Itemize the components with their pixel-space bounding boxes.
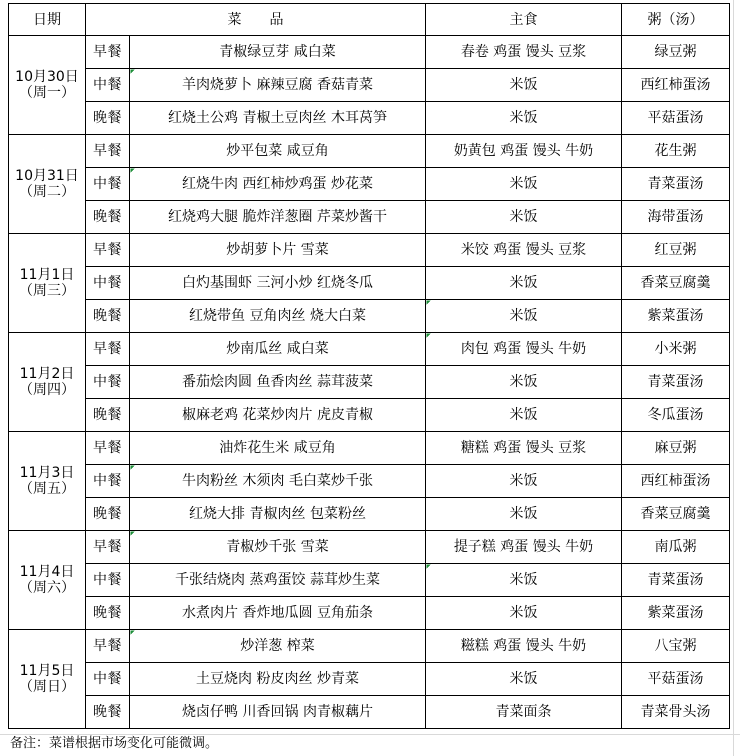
date-label: 11月3日 [19, 465, 75, 481]
menu-row [9, 102, 730, 135]
meal-cell[interactable]: 中餐 [86, 267, 130, 300]
meal-cell[interactable]: 早餐 [86, 630, 130, 663]
staple-cell[interactable]: 米饭 [426, 366, 622, 399]
meal-cell[interactable]: 晚餐 [86, 498, 130, 531]
meal-cell[interactable]: 早餐 [86, 234, 130, 267]
date-cell[interactable] [9, 36, 86, 135]
menu-row [9, 465, 730, 498]
soup-cell[interactable]: 冬瓜蛋汤 [622, 399, 730, 432]
header-soup[interactable]: 粥（汤） [622, 4, 730, 36]
meal-cell[interactable]: 中餐 [86, 69, 130, 102]
dishes-cell[interactable]: 炒平包菜 咸豆角 [130, 135, 426, 168]
meal-cell[interactable]: 早餐 [86, 333, 130, 366]
dishes-cell[interactable]: 牛肉粉丝 木须肉 毛白菜炒千张 [130, 465, 426, 498]
soup-cell[interactable]: 麻豆粥 [622, 432, 730, 465]
date-cell[interactable] [9, 630, 86, 729]
menu-row [9, 498, 730, 531]
meal-cell[interactable]: 晚餐 [86, 597, 130, 630]
dishes-cell[interactable]: 水煮肉片 香炸地瓜圆 豆角茄条 [130, 597, 426, 630]
staple-cell[interactable]: 春卷 鸡蛋 馒头 豆浆 [426, 36, 622, 69]
soup-cell[interactable]: 八宝粥 [622, 630, 730, 663]
dishes-cell[interactable]: 炒胡萝卜片 雪菜 [130, 234, 426, 267]
menu-row [9, 168, 730, 201]
soup-cell[interactable]: 西红柿蛋汤 [622, 465, 730, 498]
dishes-cell[interactable]: 红烧带鱼 豆角肉丝 烧大白菜 [130, 300, 426, 333]
staple-cell[interactable]: 提子糕 鸡蛋 馒头 牛奶 [426, 531, 622, 564]
dishes-cell[interactable]: 番茄烩肉圆 鱼香肉丝 蒜茸菠菜 [130, 366, 426, 399]
staple-cell[interactable]: 青菜面条 [426, 696, 622, 729]
dishes-cell[interactable]: 红烧鸡大腿 脆炸洋葱圈 芹菜炒酱干 [130, 201, 426, 234]
meal-cell[interactable]: 晚餐 [86, 399, 130, 432]
soup-cell[interactable]: 青菜蛋汤 [622, 366, 730, 399]
staple-cell[interactable]: 米饭 [426, 597, 622, 630]
dishes-cell[interactable]: 炒南瓜丝 咸白菜 [130, 333, 426, 366]
meal-cell[interactable]: 晚餐 [86, 201, 130, 234]
weekday-label: （周日） [19, 679, 75, 695]
meal-cell[interactable]: 中餐 [86, 564, 130, 597]
header-dishes[interactable]: 菜 品 [86, 4, 426, 36]
dishes-cell[interactable]: 青椒绿豆芽 咸白菜 [130, 36, 426, 69]
soup-cell[interactable]: 南瓜粥 [622, 531, 730, 564]
dishes-cell[interactable]: 油炸花生米 咸豆角 [130, 432, 426, 465]
footnote[interactable]: 备注：菜谱根据市场变化可能微调。 [10, 736, 219, 751]
meal-cell[interactable]: 晚餐 [86, 300, 130, 333]
menu-row [9, 300, 730, 333]
soup-cell[interactable]: 平菇蛋汤 [622, 102, 730, 135]
gridline [0, 734, 740, 735]
staple-cell[interactable]: 米饭 [426, 399, 622, 432]
meal-cell[interactable]: 早餐 [86, 531, 130, 564]
date-label: 11月2日 [19, 366, 75, 382]
staple-cell[interactable]: 米饭 [426, 267, 622, 300]
soup-cell[interactable]: 紫菜蛋汤 [622, 597, 730, 630]
weekday-label: （周一） [19, 85, 75, 101]
header-staple[interactable]: 主食 [426, 4, 622, 36]
soup-cell[interactable]: 紫菜蛋汤 [622, 300, 730, 333]
weekday-label: （周三） [19, 283, 75, 299]
staple-cell[interactable]: 米饭 [426, 498, 622, 531]
menu-row [9, 333, 730, 366]
meal-cell[interactable]: 晚餐 [86, 696, 130, 729]
menu-row [9, 663, 730, 696]
meal-cell[interactable]: 中餐 [86, 366, 130, 399]
dishes-cell[interactable]: 土豆烧肉 粉皮肉丝 炒青菜 [130, 663, 426, 696]
soup-cell[interactable]: 香菜豆腐羹 [622, 498, 730, 531]
soup-cell[interactable]: 小米粥 [622, 333, 730, 366]
dishes-cell[interactable]: 青椒炒千张 雪菜 [130, 531, 426, 564]
weekday-label: （周六） [19, 580, 75, 596]
menu-row [9, 201, 730, 234]
soup-cell[interactable]: 香菜豆腐羹 [622, 267, 730, 300]
meal-cell[interactable]: 晚餐 [86, 102, 130, 135]
menu-row [9, 69, 730, 102]
soup-cell[interactable]: 平菇蛋汤 [622, 663, 730, 696]
date-label: 10月31日 [15, 168, 79, 184]
date-label: 11月4日 [19, 564, 75, 580]
dishes-cell[interactable]: 红烧牛肉 西红柿炒鸡蛋 炒花菜 [130, 168, 426, 201]
meal-cell[interactable]: 早餐 [86, 135, 130, 168]
weekday-label: （周二） [19, 184, 75, 200]
header-row [9, 4, 730, 36]
date-cell[interactable] [9, 432, 86, 531]
dishes-cell[interactable]: 烧卤仔鸭 川香回锅 肉青椒藕片 [130, 696, 426, 729]
menu-row [9, 432, 730, 465]
meal-cell[interactable]: 早餐 [86, 432, 130, 465]
staple-cell[interactable]: 肉包 鸡蛋 馒头 牛奶 [426, 333, 622, 366]
date-cell[interactable] [9, 135, 86, 234]
staple-cell[interactable]: 米饭 [426, 168, 622, 201]
staple-cell[interactable]: 米饭 [426, 69, 622, 102]
menu-row [9, 399, 730, 432]
meal-cell[interactable]: 中餐 [86, 168, 130, 201]
menu-row [9, 135, 730, 168]
dishes-cell[interactable]: 千张结烧肉 蒸鸡蛋饺 蒜茸炒生菜 [130, 564, 426, 597]
staple-cell[interactable]: 米饭 [426, 300, 622, 333]
dishes-cell[interactable]: 红烧土公鸡 青椒土豆肉丝 木耳莴笋 [130, 102, 426, 135]
soup-cell[interactable]: 青菜骨头汤 [622, 696, 730, 729]
date-label: 10月30日 [15, 69, 79, 85]
gridline [733, 0, 734, 756]
menu-row [9, 234, 730, 267]
staple-cell[interactable]: 奶黄包 鸡蛋 馒头 牛奶 [426, 135, 622, 168]
soup-cell[interactable]: 青菜蛋汤 [622, 564, 730, 597]
staple-cell[interactable]: 糖糕 鸡蛋 馒头 豆浆 [426, 432, 622, 465]
staple-cell[interactable]: 米饭 [426, 663, 622, 696]
soup-cell[interactable]: 青菜蛋汤 [622, 168, 730, 201]
menu-row [9, 597, 730, 630]
meal-cell[interactable]: 中餐 [86, 465, 130, 498]
soup-cell[interactable]: 红豆粥 [622, 234, 730, 267]
weekday-label: （周五） [19, 481, 75, 497]
staple-cell[interactable]: 米饭 [426, 465, 622, 498]
meal-cell[interactable]: 早餐 [86, 36, 130, 69]
dishes-cell[interactable]: 炒洋葱 榨菜 [130, 630, 426, 663]
dishes-cell[interactable]: 椒麻老鸡 花菜炒肉片 虎皮青椒 [130, 399, 426, 432]
date-label: 11月1日 [19, 267, 75, 283]
staple-cell[interactable]: 米饭 [426, 102, 622, 135]
date-cell[interactable] [9, 234, 86, 333]
menu-row [9, 366, 730, 399]
soup-cell[interactable]: 绿豆粥 [622, 36, 730, 69]
soup-cell[interactable]: 西红柿蛋汤 [622, 69, 730, 102]
date-cell[interactable] [9, 531, 86, 630]
dishes-cell[interactable]: 羊肉烧萝卜 麻辣豆腐 香菇青菜 [130, 69, 426, 102]
menu-row [9, 36, 730, 69]
soup-cell[interactable]: 海带蛋汤 [622, 201, 730, 234]
weekly-menu-table [8, 3, 730, 729]
dishes-cell[interactable]: 红烧大排 青椒肉丝 包菜粉丝 [130, 498, 426, 531]
staple-cell[interactable]: 米饭 [426, 201, 622, 234]
staple-cell[interactable]: 糍糕 鸡蛋 馒头 牛奶 [426, 630, 622, 663]
menu-row [9, 267, 730, 300]
menu-row [9, 696, 730, 729]
staple-cell[interactable]: 米饭 [426, 564, 622, 597]
menu-row [9, 564, 730, 597]
date-cell[interactable] [9, 333, 86, 432]
soup-cell[interactable]: 花生粥 [622, 135, 730, 168]
meal-cell[interactable]: 中餐 [86, 663, 130, 696]
date-label: 11月5日 [19, 663, 75, 679]
header-date[interactable]: 日期 [9, 4, 86, 36]
weekday-label: （周四） [19, 382, 75, 398]
menu-row [9, 630, 730, 663]
menu-row [9, 531, 730, 564]
dishes-cell[interactable]: 白灼基围虾 三河小炒 红烧冬瓜 [130, 267, 426, 300]
staple-cell[interactable]: 米饺 鸡蛋 馒头 豆浆 [426, 234, 622, 267]
